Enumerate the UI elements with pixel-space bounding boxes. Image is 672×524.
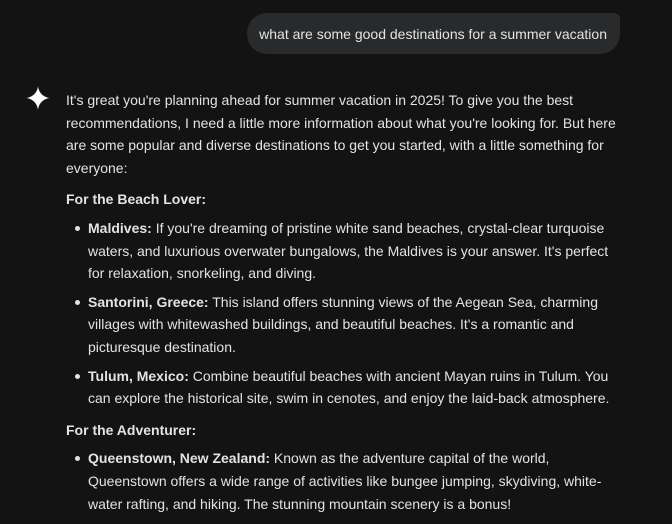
destination-list-adventure bbox=[66, 447, 626, 515]
list-item bbox=[88, 447, 626, 515]
sparkle-icon bbox=[26, 86, 50, 110]
assistant-response bbox=[66, 89, 626, 524]
list-item bbox=[88, 217, 626, 285]
destination-description: If you're dreaming of pristine white sand beaches, crystal-clear turquoise waters, and luxurious overwater bungalows, the Maldives is your answer. It's perfect for relaxation, snorkeling, and diving. bbox=[88, 219, 609, 282]
list-item bbox=[88, 365, 626, 410]
destination-list-beach bbox=[66, 217, 626, 410]
user-message-bubble bbox=[247, 13, 620, 54]
destination-name: Santorini, Greece: bbox=[88, 293, 209, 310]
section-heading-beach: For the Beach Lover: bbox=[66, 191, 207, 208]
section-heading-adventure: For the Adventurer: bbox=[66, 421, 197, 438]
destination-description: Known as the adventure capital of the world, Queenstown offers a wide range of activities like bungee jumping, skydiving, white-water rafting, and hiking. The stunning mountain scenery is a bonus! bbox=[88, 450, 602, 512]
destination-description: This island offers stunning views of the Aegean Sea, charming villages with whitewashed buildings, and beautiful beaches. It's a romantic and picturesque destination. bbox=[88, 293, 598, 355]
destination-description: Combine beautiful beaches with ancient Mayan ruins in Tulum. You can explore the historical site, swim in cenotes, and enjoy the laid-back atmosphere. bbox=[88, 367, 610, 407]
destination-name: Tulum, Mexico: bbox=[88, 367, 189, 384]
destination-name: Queenstown, New Zealand: bbox=[88, 450, 271, 467]
list-item bbox=[88, 291, 626, 359]
response-intro: It's great you're planning ahead for summer vacation in 2025! To give you the best recommendations, I need a little more information about what you're looking for. But here are some popular and diverse destinations to get you started, with a little something for everyone: bbox=[66, 92, 616, 176]
user-message-text: what are some good destinations for a summer vacation bbox=[259, 25, 607, 42]
destination-name: Maldives: bbox=[88, 219, 152, 236]
